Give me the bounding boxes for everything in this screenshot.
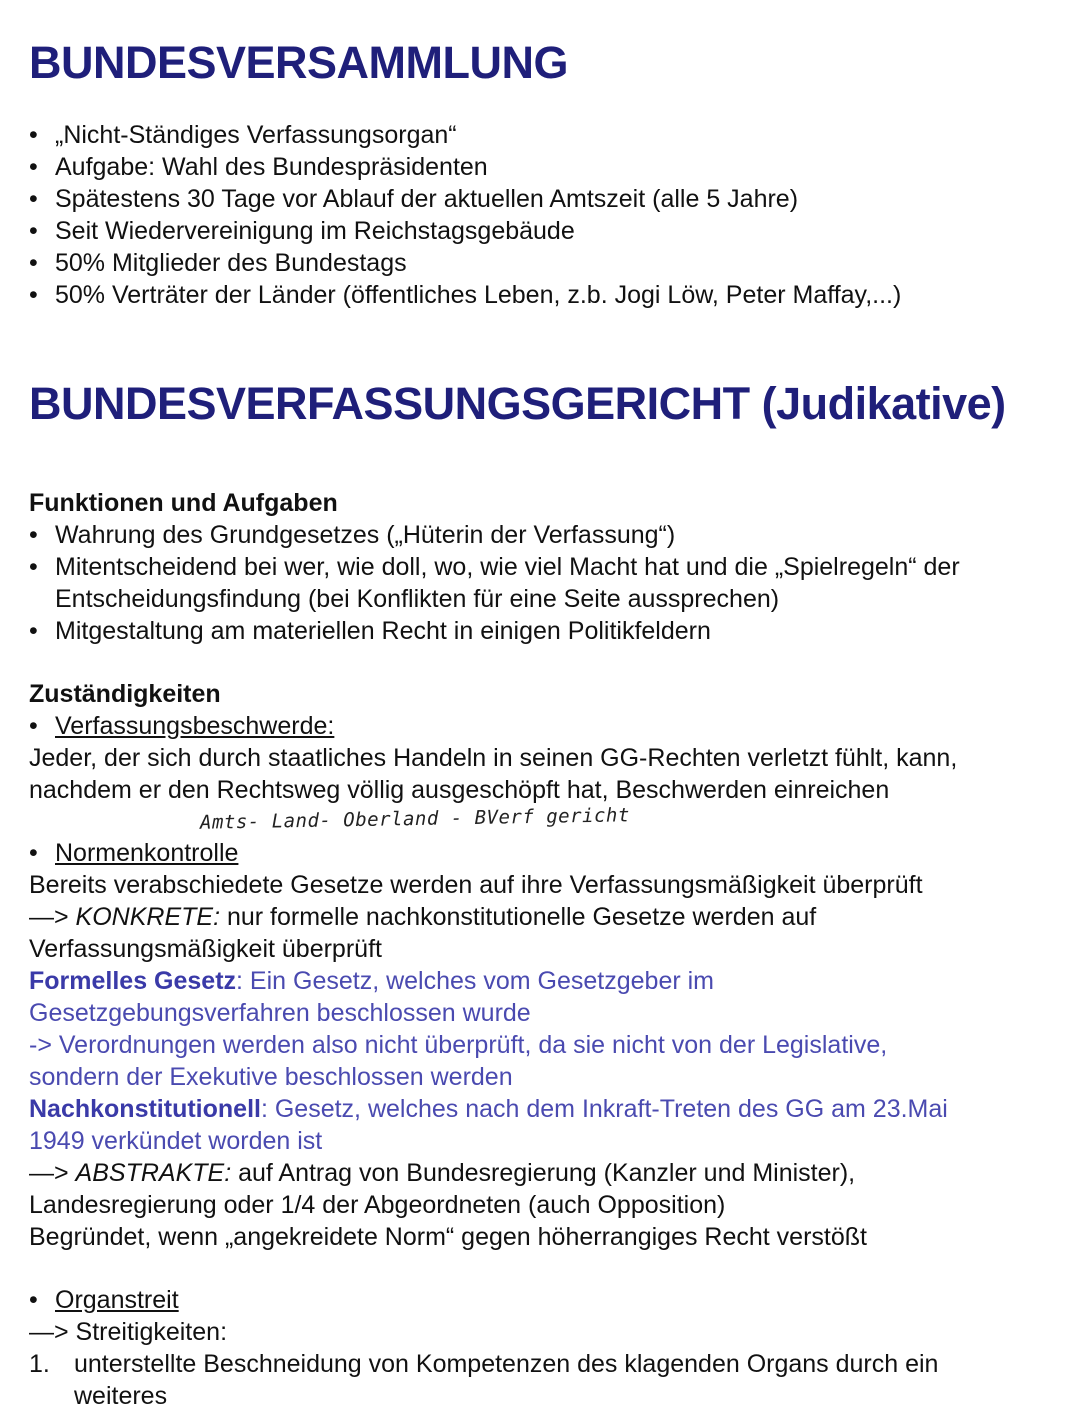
- bullet: •: [29, 839, 38, 867]
- list-number: 1.: [29, 1350, 50, 1378]
- paragraph-line: Begründet, wenn „angekreidete Norm“ gegen höherrangiges Recht verstößt: [29, 1223, 867, 1251]
- list-item: 50% Mitglieder des Bundestags: [55, 249, 407, 277]
- list-item: Spätestens 30 Tage vor Ablauf der aktuellen Amtszeit (alle 5 Jahre): [55, 185, 799, 213]
- paragraph-line: -> Verordnungen werden also nicht überprüft, da sie nicht von der Legislative,: [29, 1031, 888, 1059]
- abstrakte-text: auf Antrag von Bundesregierung (Kanzler und Minister),: [231, 1159, 856, 1187]
- bullet: •: [29, 553, 38, 581]
- bullet: •: [29, 185, 38, 213]
- bullet: •: [29, 249, 38, 277]
- formelles-gesetz-label: Formelles Gesetz: [29, 967, 237, 995]
- list-item: Seit Wiedervereinigung im Reichstagsgebäude: [55, 217, 575, 245]
- nachkonstitutionell-text: : Gesetz, welches nach dem Inkraft-Treten des GG am 23.Mai: [260, 1095, 948, 1123]
- verfassungsbeschwerde-title: Verfassungsbeschwerde:: [55, 712, 335, 740]
- bullet: •: [29, 121, 38, 149]
- bullet: •: [29, 281, 38, 309]
- konkrete-label: KONKRETE:: [75, 903, 221, 931]
- bullet: •: [29, 712, 38, 740]
- list-item: Mitgestaltung am materiellen Recht in einigen Politikfeldern: [55, 617, 711, 645]
- bullet: •: [29, 1286, 38, 1314]
- list-item: 50% Verträter der Länder (öffentliches Leben, z.b. Jogi Löw, Peter Maffay,...): [55, 281, 902, 309]
- abstrakte-line: [29, 1157, 855, 1189]
- paragraph-line: Verfassungsmäßigkeit überprüft: [29, 935, 382, 963]
- arrow-prefix: —>: [29, 903, 76, 931]
- paragraph-line: Landesregierung oder 1/4 der Abgeordneten (auch Opposition): [29, 1191, 726, 1219]
- bullet: •: [29, 617, 38, 645]
- abstrakte-label: ABSTRAKTE:: [75, 1159, 232, 1187]
- list-item: „Nicht-Ständiges Verfassungsorgan“: [55, 121, 457, 149]
- organstreit-title: Organstreit: [55, 1286, 179, 1314]
- bullet: •: [29, 153, 38, 181]
- konkrete-line: [29, 901, 816, 933]
- list-item-continuation: Entscheidungsfindung (bei Konflikten für eine Seite aussprechen): [55, 585, 780, 613]
- paragraph-line: Jeder, der sich durch staatliches Handeln in seinen GG-Rechten verletzt fühlt, kann,: [29, 744, 958, 772]
- paragraph-line: Bereits verabschiedete Gesetze werden auf ihre Verfassungsmäßigkeit überprüft: [29, 871, 923, 899]
- subheading-zustaendigkeiten: Zuständigkeiten: [29, 680, 221, 708]
- arrow-prefix: —>: [29, 1159, 76, 1187]
- konkrete-text: nur formelle nachkonstitutionelle Gesetze werden auf: [220, 903, 817, 931]
- section-title-bundesverfassungsgericht: BUNDESVERFASSUNGSGERICHT (Judikative): [29, 378, 1006, 429]
- paragraph-line: —> Streitigkeiten:: [29, 1318, 228, 1346]
- nachkonstitutionell-label: Nachkonstitutionell: [29, 1095, 261, 1123]
- list-item: Mitentscheidend bei wer, wie doll, wo, wie viel Macht hat und die „Spielregeln“ der: [55, 553, 960, 581]
- formelles-gesetz-line: [29, 965, 714, 997]
- numbered-item: unterstellte Beschneidung von Kompetenzen des klagenden Organs durch ein: [74, 1350, 939, 1378]
- paragraph-line: sondern der Exekutive beschlossen werden: [29, 1063, 513, 1091]
- subheading-funktionen: Funktionen und Aufgaben: [29, 489, 338, 517]
- paragraph-line: nachdem er den Rechtsweg völlig ausgeschöpft hat, Beschwerden einreichen: [29, 776, 890, 804]
- bullet: •: [29, 521, 38, 549]
- formelles-gesetz-text: : Ein Gesetz, welches vom Gesetzgeber im: [236, 967, 714, 995]
- bullet: •: [29, 217, 38, 245]
- section-title-bundesversammlung: BUNDESVERSAMMLUNG: [29, 37, 569, 88]
- paragraph-line: 1949 verkündet worden ist: [29, 1127, 323, 1155]
- nachkonstitutionell-line: [29, 1093, 948, 1125]
- list-item: Wahrung des Grundgesetzes („Hüterin der Verfassung“): [55, 521, 676, 549]
- numbered-item-continuation: weiteres: [74, 1382, 168, 1410]
- handwritten-note: Amts- Land- Oberland - BVerf gericht: [199, 804, 630, 834]
- normenkontrolle-title: Normenkontrolle: [55, 839, 239, 867]
- list-item: Aufgabe: Wahl des Bundespräsidenten: [55, 153, 488, 181]
- paragraph-line: Gesetzgebungsverfahren beschlossen wurde: [29, 999, 531, 1027]
